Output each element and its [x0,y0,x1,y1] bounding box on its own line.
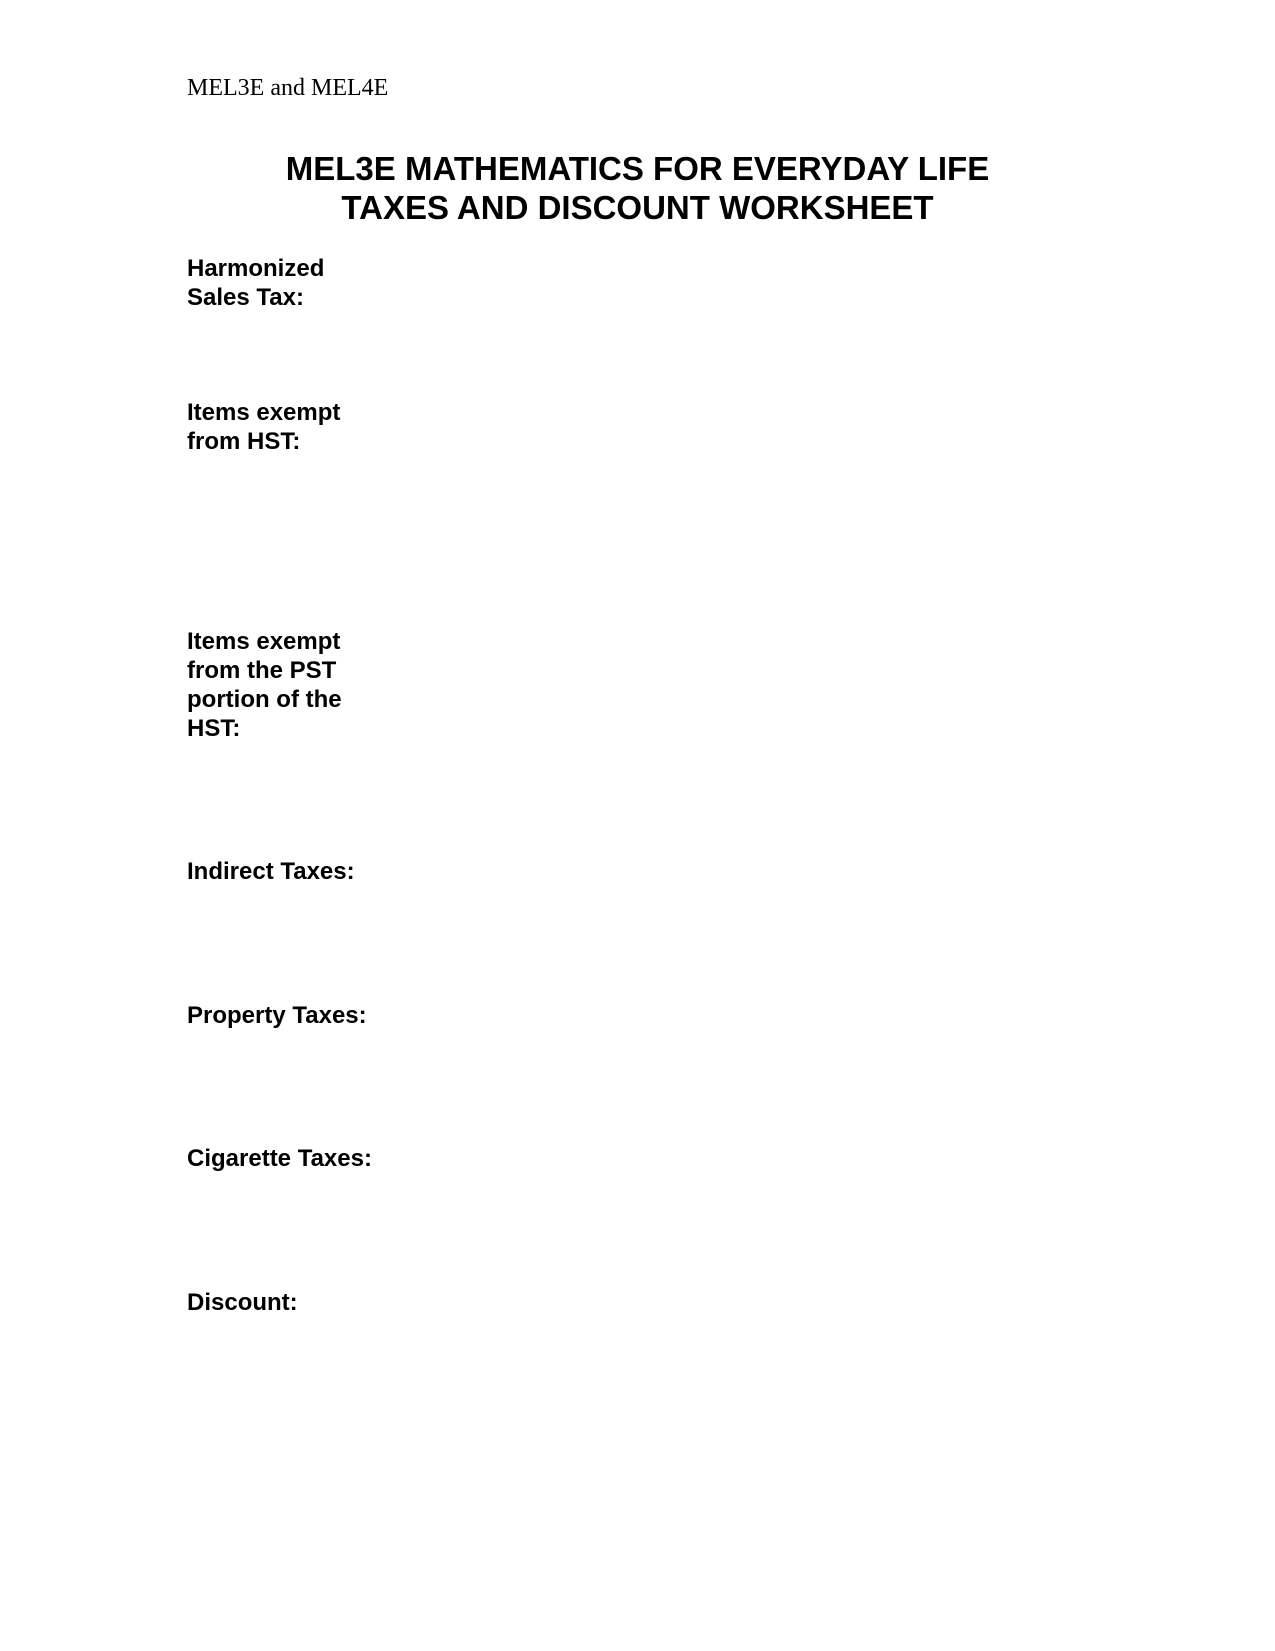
section-label-line: Sales Tax: [187,284,304,311]
section-label-line: Property Taxes: [187,1002,367,1029]
section-label-line: Items exempt [187,399,341,426]
section-label-line: HST: [187,715,241,742]
section-label-line: from the PST [187,657,337,684]
section-label-line: Discount: [187,1289,298,1316]
section-items-exempt-pst-portion [187,627,342,743]
section-cigarette-taxes [187,1144,372,1173]
section-property-taxes [187,1001,367,1030]
section-harmonized-sales-tax [187,254,324,312]
section-indirect-taxes [187,857,355,886]
course-codes: MEL3E and MEL4E [187,75,389,101]
section-label-line: Harmonized [187,255,325,282]
section-discount [187,1288,298,1317]
section-items-exempt-hst [187,398,340,456]
section-label-line: portion of the [187,686,342,713]
section-label-line: Cigarette Taxes: [187,1145,372,1172]
section-label-line: Items exempt [187,628,341,655]
section-label-line: Indirect Taxes: [187,858,355,885]
worksheet-title-line-1: MEL3E MATHEMATICS FOR EVERYDAY LIFE [285,150,990,187]
worksheet-title-line-2: TAXES AND DISCOUNT WORKSHEET [341,189,934,226]
section-label-line: from HST: [187,428,301,455]
